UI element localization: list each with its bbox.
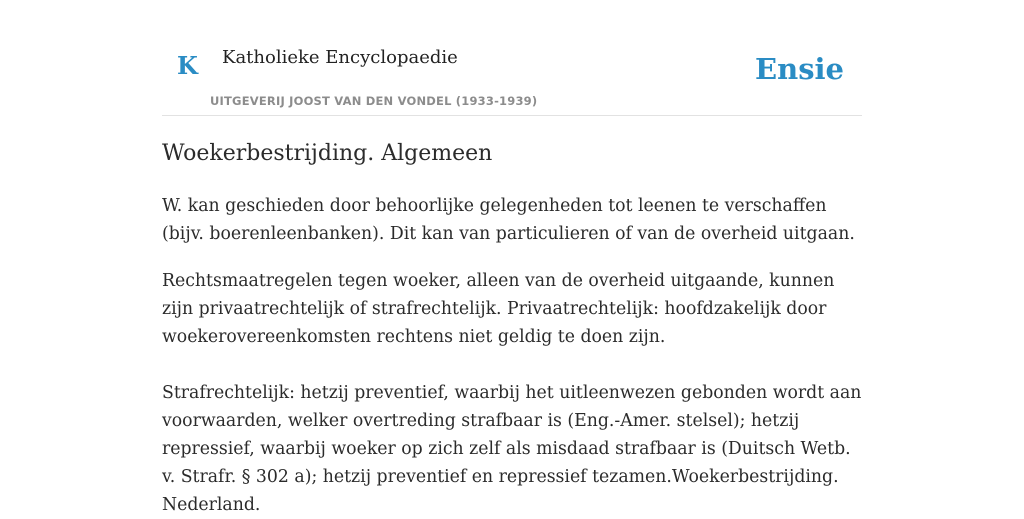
encyclopedia-title-link[interactable]: Katholieke Encyclopaedie	[222, 47, 458, 68]
page-container	[162, 0, 862, 515]
article-paragraph: W. kan geschieden door behoorlijke gelegenheden tot leenen te verschaffen (bijv. boerenleenbanken). Dit kan van particulieren of van de overheid uitgaan.	[162, 196, 855, 244]
article-paragraph: Rechtsmaatregelen tegen woeker, alleen van de overheid uitgaande, kunnen zijn privaatrechtelijk of strafrechtelijk. Privaatrechtelijk: hoofdzakelijk door woekerovereenkomsten rechtens niet geldig te doen zijn.	[162, 271, 835, 347]
article-title: Woekerbestrijding. Algemeen	[162, 141, 493, 166]
encyclopedia-logo-icon[interactable]: K	[177, 51, 198, 80]
ensie-brand-logo[interactable]: Ensie	[755, 52, 844, 86]
article-paragraph: Strafrechtelijk: hetzij preventief, waarbij het uitleenwezen gebonden wordt aan voorwaarden, welker overtreding strafbaar is (Eng.-Amer. stelsel); hetzij repressief, waarbij woeker op zich zelf als misdaad strafbaar is (Duitsch Wetb. v. Strafr. § 302 a); hetzij preventief en repressief tezamen.Woekerbestrijding. Nederland.	[162, 383, 862, 515]
site-header	[162, 0, 862, 116]
publisher-subtitle: UITGEVERIJ JOOST VAN DEN VONDEL (1933-1939)	[210, 94, 538, 108]
